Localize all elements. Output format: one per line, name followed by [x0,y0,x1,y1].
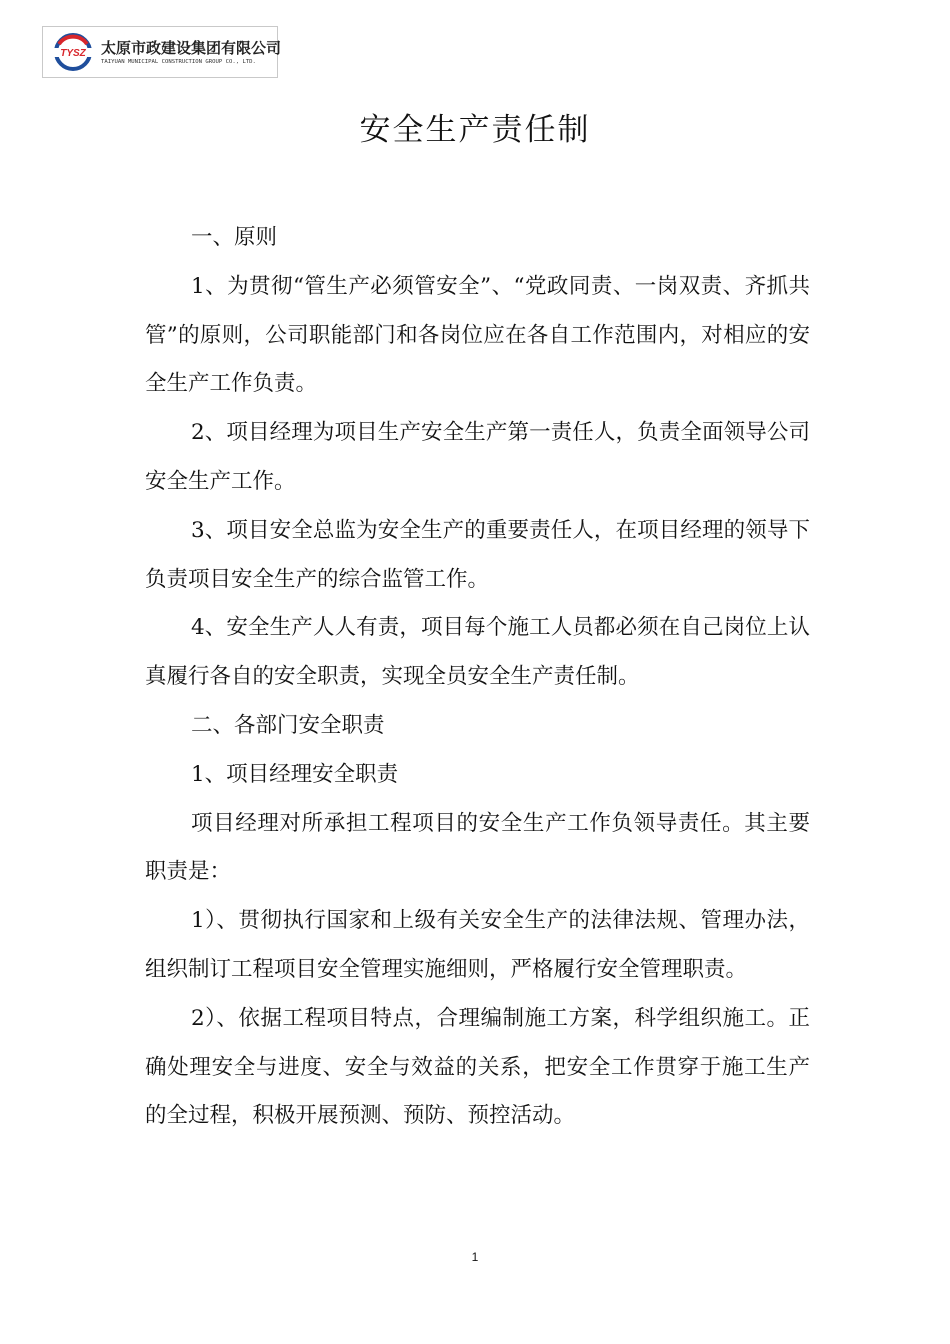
paragraph-project-manager-intro: 项目经理对所承担工程项目的安全生产工作负领导责任。其主要职责是： [145,810,810,885]
section-heading-department-duties: 二、各部门安全职责 [191,712,385,738]
paragraph-duty-2: 2）、依据工程项目特点，合理编制施工方案，科学组织施工。正确处理安全与进度、安全与效益的关系，把安全工作贯穿于施工生产的全过程，积极开展预测、预防、预控活动。 [145,1005,810,1129]
document-body [145,214,810,1141]
page-number: 1 [471,1250,479,1264]
subsection-heading-project-manager: 1、项目经理安全职责 [191,761,399,787]
logo-mark-text: TYSZ [60,48,86,59]
company-logo-icon [51,31,95,73]
paragraph-principle-2: 2、项目经理为项目生产安全生产第一责任人，负责全面领导公司安全生产工作。 [145,420,810,494]
paragraph-principle-3: 3、项目安全总监为安全生产的重要责任人，在项目经理的领导下负责项目安全生产的综合监管工作。 [145,517,810,592]
company-name-en: TAIYUAN MUNICIPAL CONSTRUCTION GROUP CO., LTD. [101,59,256,65]
section-heading-principles: 一、原则 [191,225,278,250]
company-logo [42,26,282,78]
paragraph-duty-1: 1）、贯彻执行国家和上级有关安全生产的法律法规、管理办法，组织制订工程项目安全管理实施细则，严格履行安全管理职责。 [145,908,810,982]
company-name-cn: 太原市政建设集团有限公司 [101,39,282,57]
paragraph-principle-4: 4、安全生产人人有责，项目每个施工人员都必须在自己岗位上认真履行各自的安全职责，实现全员安全生产责任制。 [145,615,810,690]
document-title: 安全生产责任制 [359,112,591,148]
paragraph-principle-1: 1、为贯彻“管生产必须管安全”、“党政同责、一岗双责、齐抓共管”的原则，公司职能部门和各岗位应在各自工作范围内，对相应的安全生产工作负责。 [145,273,810,397]
